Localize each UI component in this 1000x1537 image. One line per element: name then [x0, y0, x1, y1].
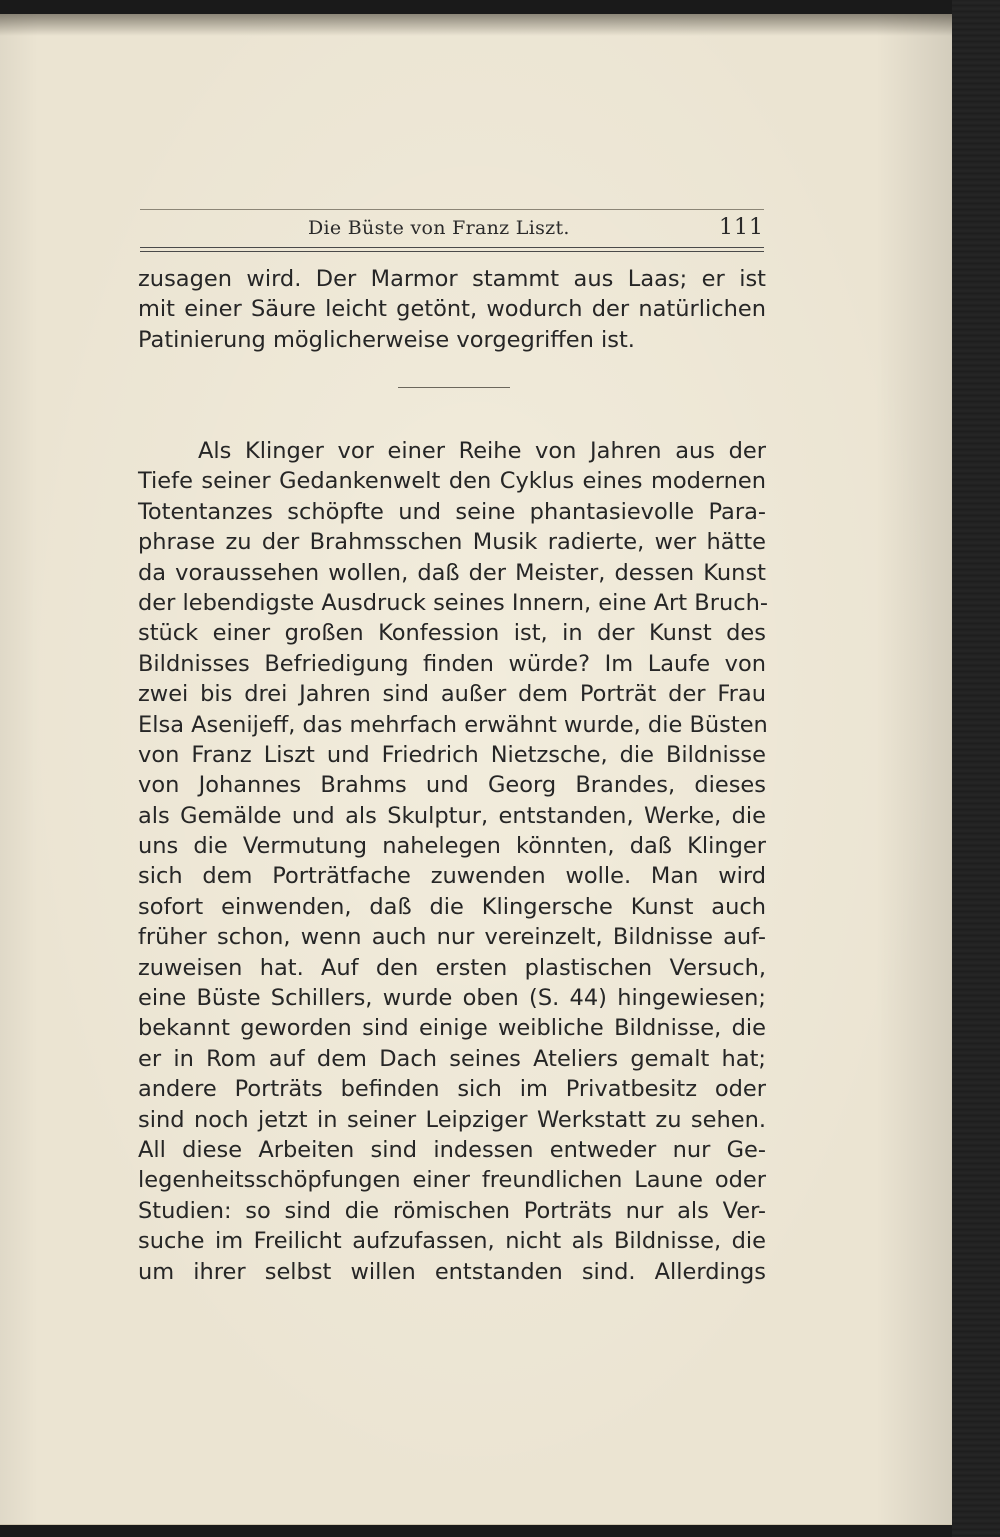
- text-line: Elsa Asenijeff, das mehrfach erwähnt wurde, die Büsten: [138, 711, 768, 738]
- text-line: er in Rom auf dem Dach seines Ateliers gemalt hat;: [138, 1045, 766, 1072]
- text-line: Patinierung möglicherweise vorgegriffen ist.: [138, 326, 635, 353]
- text-line: um ihrer selbst willen entstanden sind. Allerdings: [138, 1258, 766, 1285]
- text-line: da voraussehen wollen, daß der Meister, dessen Kunst: [138, 559, 766, 586]
- text-line: zusagen wird. Der Marmor stammt aus Laas; er ist: [138, 266, 766, 292]
- text-line: Totentanzes schöpfte und seine phantasievolle Para-: [138, 498, 766, 525]
- header-rule-top: [140, 209, 764, 210]
- text-line: mit einer Säure leicht getönt, wodurch der natürlichen: [138, 296, 766, 323]
- paragraph-2: [138, 436, 766, 1287]
- text-line: früher schon, wenn auch nur vereinzelt, Bildnisse auf-: [138, 924, 766, 951]
- book-cover-edge: [952, 0, 1000, 1537]
- text-line: der lebendigste Ausdruck seines Innern, eine Art Bruch-: [138, 589, 768, 616]
- text-line: Studien: so sind die römischen Porträts nur als Ver-: [138, 1197, 766, 1224]
- text-line: uns die Vermutung nahelegen könnten, daß Klinger: [138, 833, 766, 860]
- text-line: zwei bis drei Jahren sind außer dem Porträt der Frau: [138, 681, 766, 708]
- text-line: Als Klinger vor einer Reihe von Jahren aus der: [198, 438, 766, 464]
- running-title: Die Büste von Franz Liszt.: [308, 217, 570, 239]
- text-line: als Gemälde und als Skulptur, entstanden, Werke, die: [138, 802, 766, 829]
- text-line: stück einer großen Konfession ist, in der Kunst des: [138, 620, 766, 647]
- text-line: sofort einwenden, daß die Klingersche Kunst auch: [138, 893, 766, 920]
- text-line: bekannt geworden sind einige weibliche Bildnisse, die: [138, 1015, 766, 1042]
- text-line: von Johannes Brahms und Georg Brandes, dieses: [138, 772, 766, 799]
- paper-page: [0, 14, 952, 1525]
- text-line: phrase zu der Brahmsschen Musik radierte, wer hätte: [138, 529, 766, 556]
- text-line: eine Büste Schillers, wurde oben (S. 44) hingewiesen;: [138, 985, 766, 1012]
- header-rule-bottom: [140, 247, 764, 252]
- text-line: von Franz Liszt und Friedrich Nietzsche, die Bildnisse: [138, 741, 766, 768]
- text-line: All diese Arbeiten sind indessen entweder nur Ge-: [138, 1136, 766, 1163]
- text-line: sind noch jetzt in seiner Leipziger Werkstatt zu sehen.: [138, 1106, 766, 1133]
- paragraph-1: [138, 264, 766, 355]
- text-line: sich dem Porträtfache zuwenden wolle. Man wird: [138, 863, 766, 890]
- running-head: [140, 217, 764, 243]
- text-line: Tiefe seiner Gedankenwelt den Cyklus eines modernen: [138, 468, 766, 495]
- page-number: 111: [719, 215, 764, 240]
- text-line: legenheitsschöpfungen einer freundlichen Laune oder: [138, 1167, 766, 1194]
- section-divider: [398, 387, 510, 388]
- page-top-shadow: [0, 14, 952, 36]
- text-line: Bildnisses Befriedigung finden würde? Im Laufe von: [138, 650, 766, 677]
- text-line: zuweisen hat. Auf den ersten plastischen Versuch,: [138, 954, 766, 981]
- text-line: andere Porträts befinden sich im Privatbesitz oder: [138, 1076, 766, 1103]
- text-line: suche im Freilicht aufzufassen, nicht als Bildnisse, die: [138, 1228, 766, 1255]
